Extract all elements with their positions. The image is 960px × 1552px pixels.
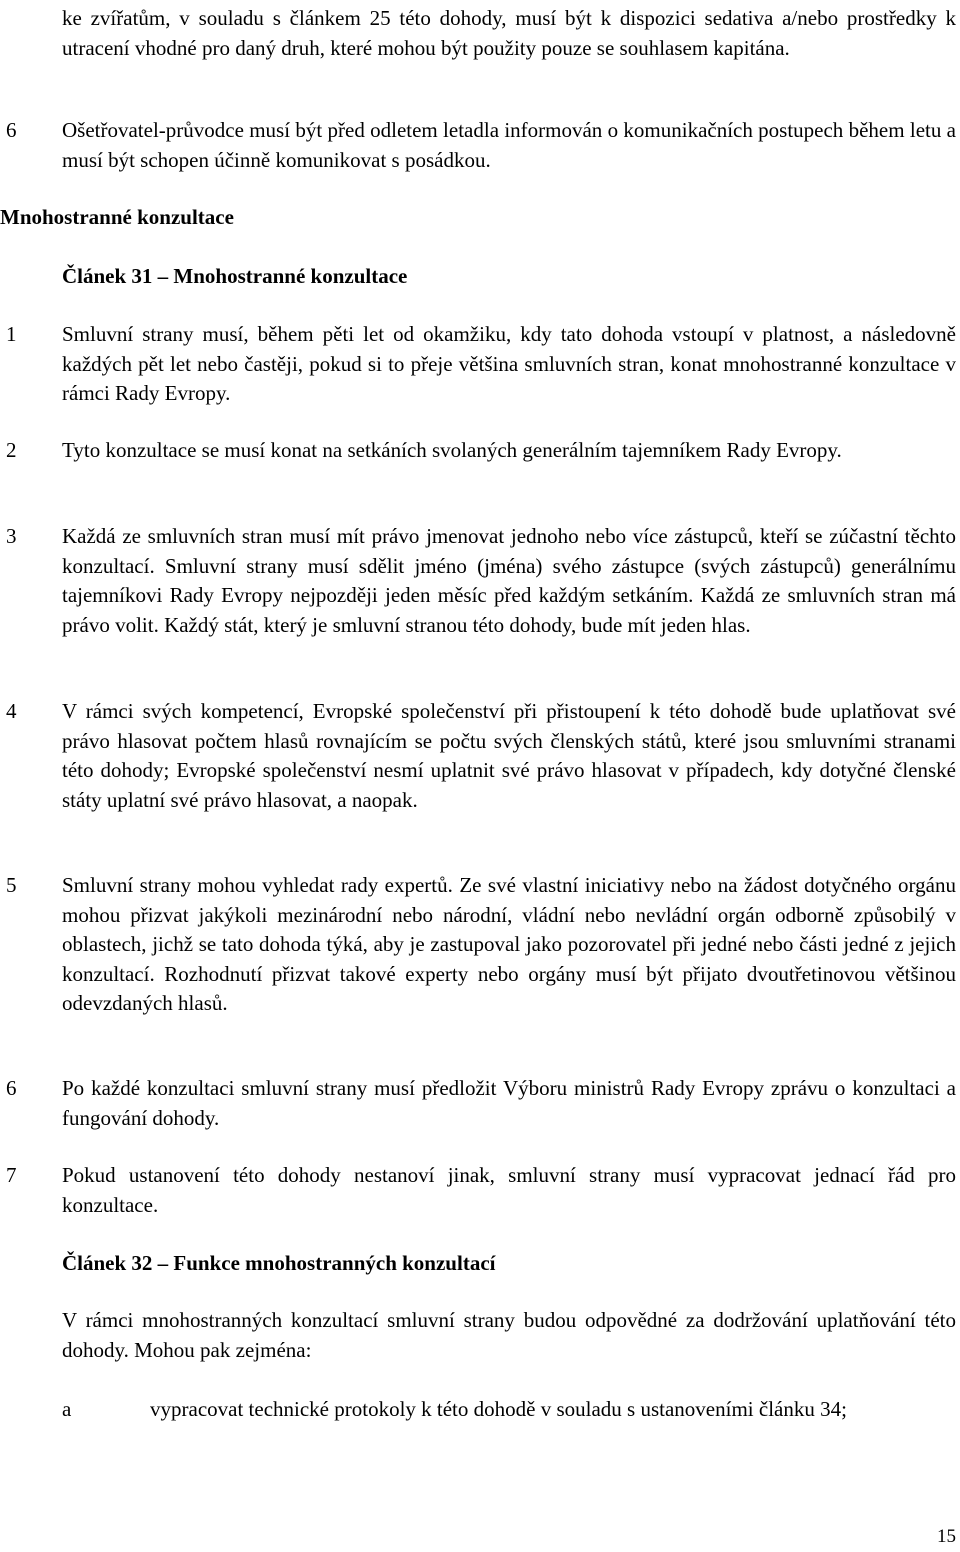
article-31-paragraph-2: [0, 436, 956, 466]
article-32-title: Článek 32 – Funkce mnohostranných konzultací: [62, 1251, 496, 1275]
paragraph-number: 3: [6, 524, 17, 548]
article-31-paragraph-5: [0, 871, 956, 1019]
paragraph-text: Ošetřovatel-průvodce musí být před odletem letadla informován o komunikačních postupech během letu a musí být schopen účinně komunikovat s posádkou.: [62, 118, 956, 172]
paragraph-text: Po každé konzultaci smluvní strany musí předložit Výboru ministrů Rady Evropy zprávu o konzultaci a fungování dohody.: [62, 1076, 956, 1130]
article-32-item-a: [0, 1395, 956, 1425]
intro-text: V rámci mnohostranných konzultací smluvní strany budou odpovědné za dodržování uplatňování této dohody. Mohou pak zejména:: [62, 1308, 956, 1362]
section-heading: Mnohostranné konzultace: [0, 205, 234, 229]
article-31-paragraph-4: [0, 697, 956, 815]
paragraph-text: V rámci svých kompetencí, Evropské společenství při přistoupení k této dohodě bude uplatňovat své právo hlasovat počtem hlasů rovnajícím se počtu svých členských států, které jsou smluvními stranami této dohody; Evropské společenství nesmí uplatnit své právo hlasovat v případech, kdy dotyčné členské státy uplatní své právo hlasovat, a naopak.: [62, 699, 956, 812]
page-number: 15: [937, 1526, 956, 1547]
continuation-paragraph: ke zvířatům, v souladu s článkem 25 této dohody, musí být k dispozici sedativa a/nebo prostředky k utracení vhodné pro daný druh, které mohou být použity pouze se souhlasem kapitána.: [62, 6, 956, 60]
item-text: vypracovat technické protokoly k této dohodě v souladu s ustanoveními článku 34;: [150, 1397, 847, 1421]
continuation-text: [0, 4, 956, 63]
paragraph-number: 6: [6, 1076, 17, 1100]
article-31-paragraph-6: [0, 1074, 956, 1133]
paragraph-number: 5: [6, 873, 17, 897]
paragraph-text: Každá ze smluvních stran musí mít právo jmenovat jednoho nebo více zástupců, kteří se zúčastní těchto konzultací. Smluvní strany musí sdělit jméno (jména) svého zástupce (svých zástupců) generálnímu tajemníkovi Rady Evropy nejpozději jeden měsíc před každým setkáním. Každá ze smluvních stran má právo volit. Každý stát, který je smluvní stranou této dohody, bude mít jeden hlas.: [62, 524, 956, 637]
item-label: a: [62, 1397, 72, 1421]
article-31-paragraph-1: [0, 320, 956, 409]
paragraph-text: Smluvní strany mohou vyhledat rady expertů. Ze své vlastní iniciativy nebo na žádost dotyčného orgánu mohou přizvat jakýkoli mezinárodní nebo národní, vládní nebo nevládní orgán odborně způsobilý v oblastech, jichž se tato dohoda týká, aby je zastupoval jako pozorovatel při jedné nebo části jedné z jejich konzultací. Rozhodnutí přizvat takové experty nebo orgány musí být přijato dvoutřetinovou většinou odevzdaných hlasů.: [62, 873, 956, 1015]
paragraph-6-prev: [0, 116, 956, 175]
paragraph-text: Pokud ustanovení této dohody nestanoví jinak, smluvní strany musí vypracovat jednací řád pro konzultace.: [62, 1163, 956, 1217]
paragraph-number: 1: [6, 322, 17, 346]
paragraph-number: 7: [6, 1163, 17, 1187]
paragraph-text: Tyto konzultace se musí konat na setkáních svolaných generálním tajemníkem Rady Evropy.: [62, 438, 842, 462]
article-31-title: Článek 31 – Mnohostranné konzultace: [62, 264, 408, 288]
paragraph-number: 4: [6, 699, 17, 723]
article-31-paragraph-7: [0, 1161, 956, 1220]
article-32-intro: [0, 1306, 956, 1365]
article-31-paragraph-3: [0, 522, 956, 640]
paragraph-number: 2: [6, 438, 17, 462]
paragraph-number: 6: [6, 118, 17, 142]
paragraph-text: Smluvní strany musí, během pěti let od okamžiku, kdy tato dohoda vstoupí v platnost, a následovně každých pět let nebo častěji, pokud si to přeje většina smluvních stran, konat mnohostranné konzultace v rámci Rady Evropy.: [62, 322, 956, 405]
